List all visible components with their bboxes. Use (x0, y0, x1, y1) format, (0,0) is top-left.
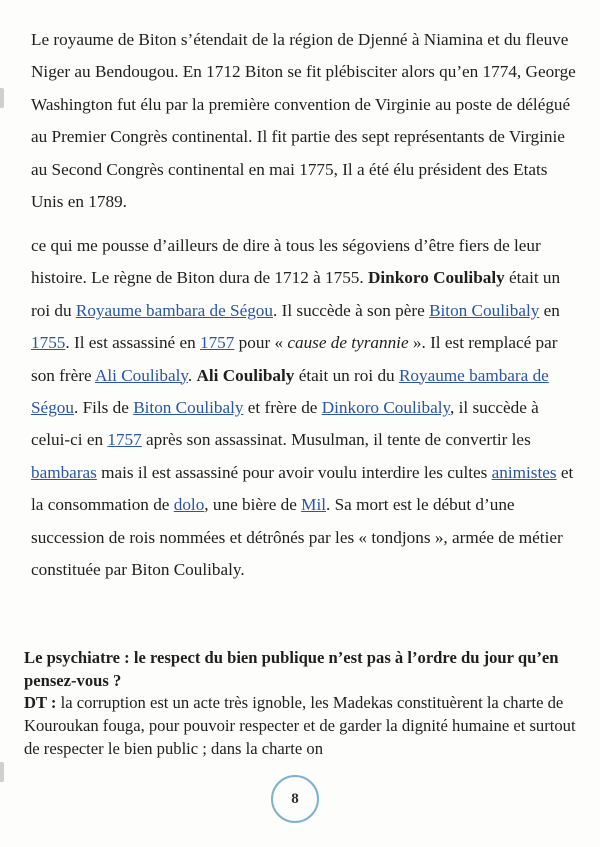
interview-question (24, 647, 580, 693)
link-dolo[interactable]: dolo (173, 495, 205, 515)
text-run: . Sa mort est le début d’une succession de rois nommées et détrônés par les « tondjons », armée de métier constituée par Biton Coulibaly. (31, 495, 563, 580)
text-run: , il succède à celui-ci en (31, 398, 539, 450)
text-run: . Il est assassiné en (65, 333, 200, 353)
punch-hole-mark (0, 88, 4, 108)
text-run: et la consommation de (31, 462, 574, 515)
link-1755[interactable]: 1755 (31, 333, 66, 353)
page-number-text: 8 (291, 790, 299, 807)
question-text: Le psychiatre : le respect du bien publique n’est pas à l’ordre du jour qu’en pensez-vous ? (24, 648, 559, 690)
text-run: en (539, 300, 560, 320)
link-biton-coulibaly[interactable]: Biton Coulibaly (133, 398, 244, 418)
text-run: était un roi du (294, 365, 399, 385)
interview-answer (24, 692, 580, 760)
link-1757[interactable]: 1757 (199, 333, 235, 353)
paragraph-text: Le royaume de Biton s’étendait de la région de Djenné à Niamina et du fleuve Niger au Bendougou. En 1712 Biton se fit plébisciter alors qu’en 1774, George Washington fut élu par la première convention de Virginie au poste de délégué au Premier Congrès continental. Il fit partie des sept représentants de Virginie au Second Congrès continental en mai 1775, Il a été élu président des Etats Unis en 1789. (31, 30, 576, 212)
link-animistes[interactable]: animistes (491, 462, 557, 482)
answer-speaker: DT : (24, 693, 57, 712)
link-1757[interactable]: 1757 (107, 430, 142, 450)
link-royaume-segou[interactable]: Royaume bambara de Ségou (31, 365, 549, 418)
text-run: était un roi du (31, 268, 561, 320)
link-biton-coulibaly[interactable]: Biton Coulibaly (429, 300, 540, 320)
text-run: . Fils de (73, 398, 134, 418)
italic-quote: cause de tyrannie (287, 333, 409, 353)
page-number (271, 775, 319, 823)
link-ali-coulibaly[interactable]: Ali Coulibaly (94, 365, 188, 385)
text-run: et frère de (243, 398, 322, 418)
bold-name: Dinkoro Coulibaly (367, 268, 505, 288)
punch-hole-mark (0, 762, 4, 782)
bold-name: Ali Coulibaly (196, 365, 295, 385)
link-dinkoro-coulibaly[interactable]: Dinkoro Coulibaly (321, 398, 450, 418)
paragraph-dinkoro-ali (31, 230, 579, 586)
answer-text: la corruption est un acte très ignoble, les Madekas constituèrent la charte de Kouroukan fouga, pour pouvoir respecter et de garder la dignité humaine et surtout de respecter le bien public ; dans la charte on (24, 693, 576, 758)
text-run: . Il succède à son père (273, 300, 430, 320)
text-run: pour « (234, 333, 288, 353)
text-run: ce qui me pousse d’ailleurs de dire à tous les ségoviens d’être fiers de leur histoire. Le règne de Biton dura de 1712 à 1755. (31, 236, 541, 288)
link-mil[interactable]: Mil (301, 495, 327, 515)
text-run: mais il est assassiné pour avoir voulu interdire les cultes (96, 462, 492, 482)
text-run: après son assassinat. Musulman, il tente de convertir les (141, 430, 531, 450)
paragraph-biton-kingdom (31, 24, 579, 218)
text-run: , une bière de (204, 495, 302, 515)
link-royaume-segou[interactable]: Royaume bambara de Ségou (75, 300, 273, 320)
text-run: . (187, 365, 197, 385)
link-bambaras[interactable]: bambaras (31, 462, 97, 482)
text-run: ». Il est remplacé par son frère (31, 333, 558, 385)
